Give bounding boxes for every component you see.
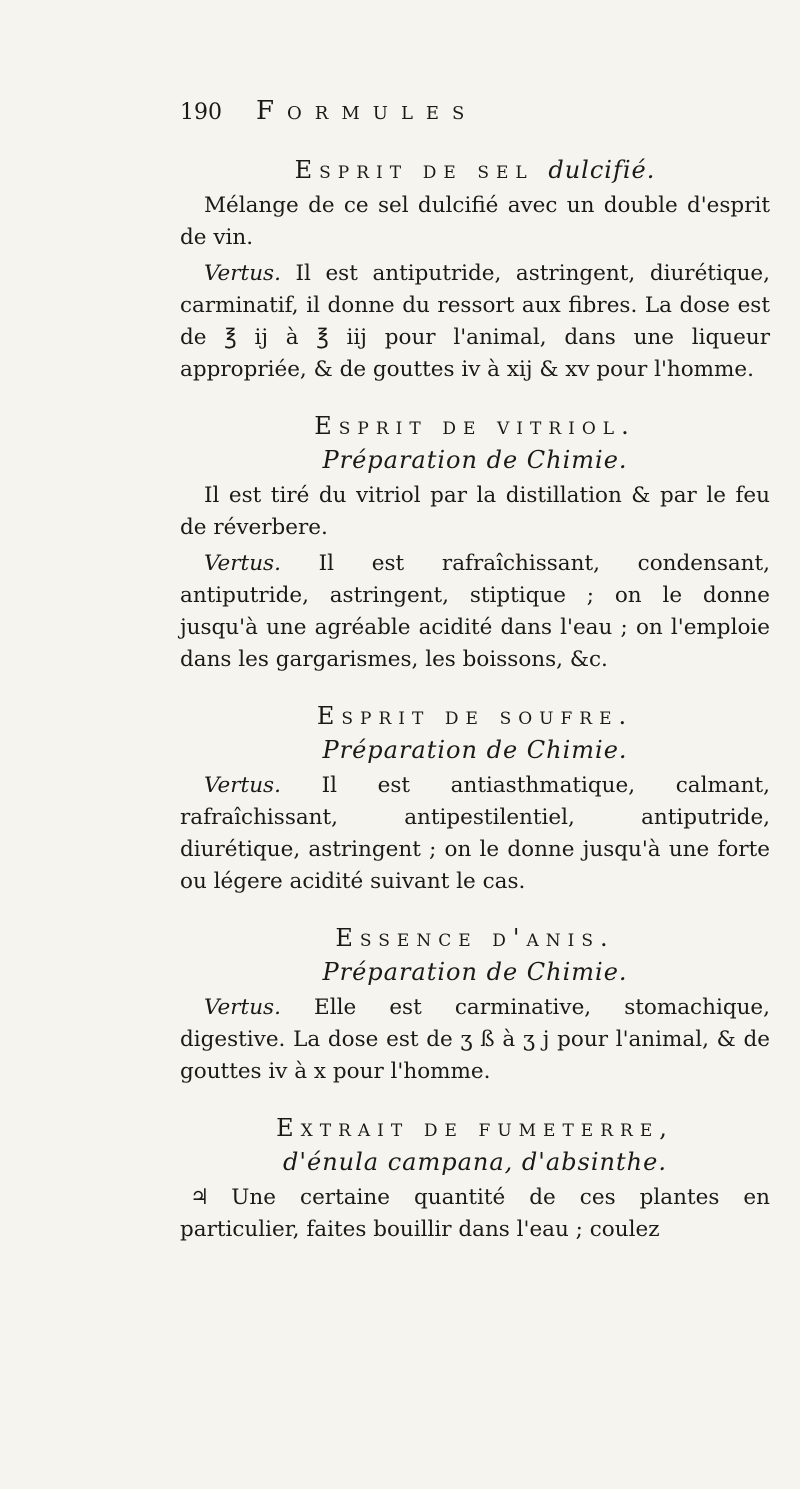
paragraph-text: Il est antiputride, astringent, diurétique, carminatif, il donne du ressort aux fibres. La dose est de ℥ ij à ℥ iij pour l'animal, dans une liqueur appropriée, & de gouttes iv à xij & xv pour l'homme. — [180, 261, 770, 382]
section-subheading: Préparation de Chimie. — [322, 958, 628, 986]
recipe-line — [180, 1182, 770, 1246]
paragraph-text: Elle est carminative, stomachique, digestive. La dose est de ʒ ß à ʒ j pour l'animal, & de gouttes iv à x pour l'homme. — [180, 995, 770, 1084]
section-subheading: Préparation de Chimie. — [322, 736, 628, 764]
section-esprit-de-vitriol — [180, 412, 770, 676]
heading-italic: dulcifié. — [548, 156, 656, 184]
section-heading: Esprit de soufre. — [316, 702, 634, 730]
section-esprit-de-soufre — [180, 702, 770, 898]
paragraph-lead: Vertus. — [204, 773, 281, 798]
running-title: Formules — [256, 96, 478, 126]
book-page — [180, 96, 770, 1246]
paragraph-text: Mélange de ce sel dulcifié avec un double d'esprit de vin. — [180, 193, 770, 250]
running-head — [180, 96, 770, 146]
section-heading: Essence d'anis. — [335, 924, 615, 952]
section-heading — [180, 156, 770, 184]
paragraph — [180, 258, 770, 386]
paragraph — [180, 548, 770, 676]
paragraph — [180, 770, 770, 898]
recipe-symbol-icon: ♃ — [190, 1185, 210, 1210]
paragraph-text: Il est tiré du vitriol par la distillation & par le feu de réverbere. — [180, 483, 770, 540]
page-number: 190 — [180, 100, 222, 125]
paragraph-lead: Vertus. — [204, 551, 281, 576]
paragraph — [180, 480, 770, 544]
recipe-text: Une certaine quantité de ces plantes en particulier, faites bouillir dans l'eau ; coulez — [180, 1185, 770, 1242]
paragraph-lead: Vertus. — [204, 261, 281, 286]
section-heading: Esprit de vitriol. — [314, 412, 636, 440]
paragraph — [180, 190, 770, 254]
paragraph-text: Il est antiasthmatique, calmant, rafraîchissant, antipestilentiel, antiputride, diurétique, astringent ; on le donne jusqu'à une forte ou légere acidité suivant le cas. — [180, 773, 770, 894]
section-extrait-de-fumeterre — [180, 1114, 770, 1246]
paragraph — [180, 992, 770, 1088]
section-subheading: d'énula campana, d'absinthe. — [283, 1148, 667, 1176]
section-esprit-de-sel — [180, 156, 770, 386]
section-subheading: Préparation de Chimie. — [322, 446, 628, 474]
paragraph-text: Il est rafraîchissant, condensant, antiputride, astringent, stiptique ; on le donne jusqu'à une agréable acidité dans l'eau ; on l'emploie dans les gargarismes, les boissons, &c. — [180, 551, 770, 672]
section-essence-d-anis — [180, 924, 770, 1088]
paragraph-lead: Vertus. — [204, 995, 281, 1020]
section-heading: Extrait de fumeterre, — [276, 1114, 674, 1142]
heading-text: Esprit de sel — [294, 156, 534, 184]
